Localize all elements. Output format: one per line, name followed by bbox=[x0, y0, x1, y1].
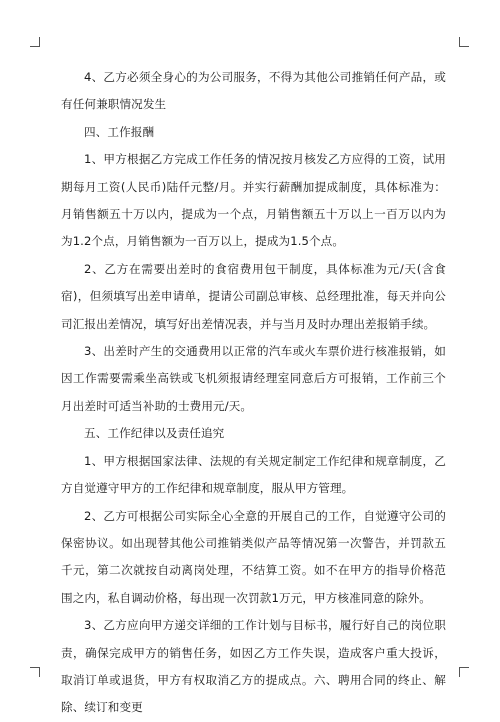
crop-mark-top-right bbox=[459, 37, 469, 47]
section-heading-discipline: 五、工作纪律以及责任追究 bbox=[84, 426, 225, 441]
clause-3-4: 4、乙方必须全身心的为公司服务，不得为其他公司推销任何产品，或有任何兼职情况发生 bbox=[61, 70, 446, 112]
clause-5-3: 3、乙方应向甲方递交详细的工作计划与目标书，履行好自己的岗位职责，确保完成甲方的销售任务，如因乙方工作失误，造成客户重大投诉，取消订单或退货，甲方有权取消乙方的提成点。六、聘用合同的终止、解除、续订和变更 bbox=[61, 618, 446, 715]
clause-5-2: 2、乙方可根据公司实际全心全意的开展自己的工作，自觉遵守公司的保密协议。如出现替其他公司推销类似产品等情况第一次警告，并罚款五千元，第二次就按自动离岗处理，不结算工资。如不在甲方的指导价格范围之内，私自调动价格，每出现一次罚款1万元，甲方核准同意的除外。 bbox=[61, 508, 446, 605]
clause-4-3: 3、出差时产生的交通费用以正常的汽车或火车票价进行核准报销，如因工作需要需乘坐高铁或飞机须报请经理室同意后方可报销，工作前三个月出差时可适当补助的士费用元/天。 bbox=[61, 344, 446, 413]
crop-mark-top-left bbox=[30, 37, 40, 47]
clause-4-2: 2、乙方在需要出差时的食宿费用包干制度，具体标准为元/天(含食宿)，但须填写出差申请单，提请公司副总审核、总经理批准，每天并向公司汇报出差情况，填写好出差情况表，并与当月及时办理出差报销手续。 bbox=[61, 261, 446, 331]
clause-5-1: 1、甲方根据国家法律、法规的有关规定制定工作纪律和规章制度，乙方自觉遵守甲方的工作纪律和规章制度，服从甲方管理。 bbox=[61, 453, 446, 496]
section-heading-compensation: 四、工作报酬 bbox=[84, 124, 155, 139]
clause-4-1: 1、甲方根据乙方完成工作任务的情况按月核发乙方应得的工资，试用期每月工资(人民币)陆仟元整/月。并实行薪酬加提成制度，具体标准为：月销售额五十万以内，提成为一个点，月销售额五十万以上一百万以内为为1.2个点，月销售额为一百万以上，提成为1.5个点。 bbox=[61, 152, 446, 249]
crop-mark-bottom-right bbox=[459, 667, 469, 677]
document-body bbox=[61, 64, 446, 722]
crop-mark-bottom-left bbox=[30, 667, 40, 677]
